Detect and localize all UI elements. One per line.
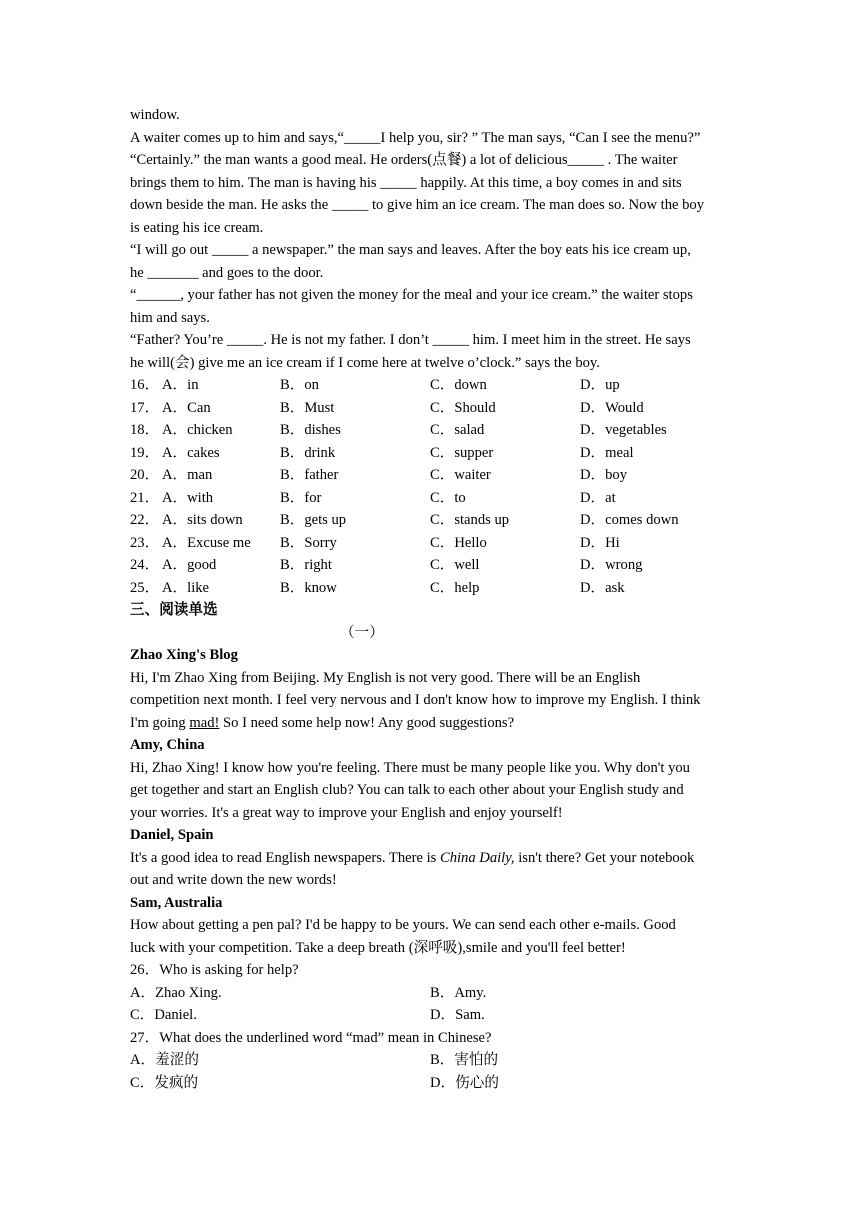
option-c: C．waiter [430,467,491,483]
question-number: 19． [130,444,160,461]
passage-line: is eating his ice cream. [130,219,264,236]
document-content [130,104,740,1094]
option-a: A．with [162,489,214,506]
passage-line [130,712,740,735]
option-b: B．Sorry [280,534,337,551]
reading-section [130,599,740,1094]
option-d: D．at [580,489,616,506]
question-number: 16． [130,377,160,393]
question-stem: 27．What does the underlined word “mad” mean in Chinese? [130,1029,492,1046]
passage-line: “Certainly.” the man wants a good meal. He orders(点餐) a lot of delicious_____ . The waiter [130,152,678,168]
question-row [130,464,740,487]
choice-d: D．Sam. [430,1007,485,1023]
option-a: A．good [162,557,217,573]
passage-line: window. [130,107,180,123]
cloze-passage [130,104,740,374]
passage-line: “Father? You’re _____. He is not my father. I don’t _____ him. I meet him in the street. He says [130,332,691,348]
option-a: A．man [162,467,213,483]
choice-row [130,1004,740,1027]
option-c: C．Should [430,399,496,416]
reply-author: Daniel, Spain [130,827,214,843]
text-segment: It's a good idea to read English newspapers. There is [130,849,440,866]
choice-c: C．发疯的 [130,1074,199,1091]
option-b: B．dishes [280,422,341,438]
underlined-word: mad! [189,714,220,731]
option-c: C．down [430,377,487,393]
passage-line [130,847,740,870]
question-row [130,419,740,442]
question-number: 22． [130,512,160,528]
option-b: B．Must [280,399,335,416]
choice-c: C．Daniel. [130,1007,197,1023]
option-a: A．in [162,377,199,393]
option-c: C．help [430,579,480,596]
option-a: A．chicken [162,422,233,438]
option-a: A．cakes [162,444,220,461]
choice-row [130,1072,740,1095]
passage-line: How about getting a pen pal? I'd be happy to be yours. We can send each other e-mails. Good [130,917,676,933]
option-c: C．stands up [430,512,510,528]
option-a: A．Excuse me [162,534,251,551]
question-row [130,487,740,510]
option-d: D．vegetables [580,422,667,438]
option-d: D．Would [580,399,644,416]
option-b: B．know [280,579,337,596]
option-b: B．gets up [280,512,347,528]
section-heading: 三、阅读单选 [130,602,218,618]
question-row [130,554,740,577]
passage-line: brings them to him. The man is having his _____ happily. At this time, a boy comes in and sits [130,174,682,191]
blog-title: Zhao Xing's Blog [130,647,238,663]
question-number: 18． [130,422,160,438]
text-segment: So I need some help now! Any good suggestions? [219,714,515,731]
part-number: （一） [340,624,384,641]
option-a: A．like [162,579,210,596]
passage-line: A waiter comes up to him and says,“_____I help you, sir? ” The man says, “Can I see the menu?” [130,129,701,146]
question-number: 21． [130,489,160,506]
question-number: 23． [130,534,160,551]
passage-line: Hi, I'm Zhao Xing from Beijing. My English is not very good. There will be an English [130,669,641,686]
question-number: 17． [130,399,160,416]
choice-row [130,982,740,1005]
passage-line: competition next month. I feel very nervous and I don't know how to improve my English. I think [130,692,701,708]
passage-line: luck with your competition. Take a deep breath (深呼吸),smile and you'll feel better! [130,939,626,956]
choice-b: B．害怕的 [430,1052,499,1068]
question-number: 20． [130,467,160,483]
option-b: B．father [280,467,339,483]
question-number: 24． [130,557,160,573]
passage-line: he will(会) give me an ice cream if I come here at twelve o’clock.” says the boy. [130,354,600,371]
option-b: B．right [280,557,332,573]
option-b: B．drink [280,444,336,461]
option-a: A．Can [162,399,211,416]
question-row [130,397,740,420]
passage-line: get together and start an English club? You can talk to each other about your English study and [130,782,684,798]
passage-line: “I will go out _____ a newspaper.” the man says and leaves. After the boy eats his ice cream up, [130,242,691,258]
option-c: C．well [430,557,480,573]
passage-line: down beside the man. He asks the _____ to give him an ice cream. The man does so. Now the boy [130,197,705,213]
question-row [130,374,740,397]
option-d: D．ask [580,579,625,596]
passage-line: Hi, Zhao Xing! I know how you're feeling. There must be many people like you. Why don't you [130,759,690,776]
option-a: A．sits down [162,512,243,528]
option-c: C．salad [430,422,485,438]
question-stem: 26．Who is asking for help? [130,962,299,978]
cloze-options [130,374,740,599]
option-c: C．Hello [430,534,487,551]
option-d: D．Hi [580,534,620,551]
passage-line: out and write down the new words! [130,872,337,888]
question-row [130,532,740,555]
option-c: C．to [430,489,466,506]
reply-author: Sam, Australia [130,894,223,911]
option-d: D．up [580,377,620,393]
option-d: D．boy [580,467,628,483]
question-row [130,442,740,465]
passage-line: he _______ and goes to the door. [130,264,324,281]
choice-a: A．羞涩的 [130,1052,199,1068]
text-segment: isn't there? Get your notebook [514,849,695,866]
question-row [130,577,740,600]
choice-a: A．Zhao Xing. [130,984,222,1001]
passage-line: him and says. [130,309,210,326]
question-number: 25． [130,579,160,596]
passage-line: “______, your father has not given the money for the meal and your ice cream.” the waiter stops [130,287,693,303]
option-c: C．supper [430,444,494,461]
option-b: B．on [280,377,319,393]
text-segment: I'm going [130,714,190,731]
option-b: B．for [280,489,322,506]
question-row [130,509,740,532]
italic-title: China Daily, [439,849,515,866]
option-d: D．comes down [580,512,679,528]
option-d: D．wrong [580,557,643,573]
choice-b: B．Amy. [430,984,487,1001]
option-d: D．meal [580,444,634,461]
passage-line: your worries. It's a great way to improve your English and enjoy yourself! [130,804,563,821]
choice-row [130,1049,740,1072]
reply-author: Amy, China [130,737,205,753]
choice-d: D．伤心的 [430,1074,499,1091]
